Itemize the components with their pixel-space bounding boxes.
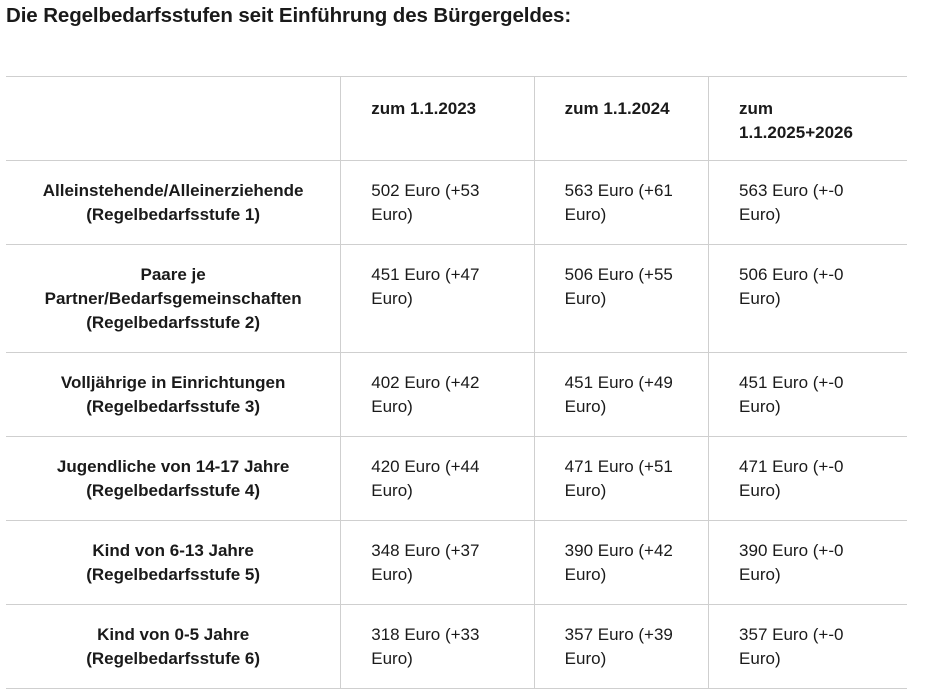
value-text: 471 Euro (+-0 bbox=[739, 457, 844, 476]
value-cell bbox=[341, 605, 534, 689]
value-cell bbox=[534, 353, 708, 437]
value-text: Euro) bbox=[564, 205, 607, 224]
value-text: 390 Euro (+-0 bbox=[739, 541, 844, 560]
row-label-line: Kind von 0-5 Jahre bbox=[97, 625, 250, 644]
value-cell bbox=[341, 353, 534, 437]
value-cell bbox=[341, 521, 534, 605]
value-text: 502 Euro (+53 bbox=[371, 181, 480, 200]
value-text: 357 Euro (+-0 bbox=[739, 625, 844, 644]
value-text: Euro) bbox=[564, 565, 607, 584]
value-cell bbox=[341, 437, 534, 521]
value-cell bbox=[709, 161, 907, 245]
value-text: 390 Euro (+42 bbox=[564, 541, 673, 560]
value-text: Euro) bbox=[371, 649, 413, 668]
row-label-line: Partner/Bedarfsgemeinschaften bbox=[44, 289, 302, 308]
value-cell bbox=[709, 521, 907, 605]
row-label-line: Volljährige in Einrichtungen bbox=[60, 373, 286, 392]
value-text: Euro) bbox=[739, 565, 781, 584]
value-text: Euro) bbox=[371, 205, 413, 224]
row-label-line: Kind von 6-13 Jahre bbox=[92, 541, 254, 560]
value-cell bbox=[534, 605, 708, 689]
header-cell-empty bbox=[6, 77, 341, 161]
value-text: Euro) bbox=[739, 397, 781, 416]
value-text: Euro) bbox=[564, 649, 607, 668]
header-label: zum 1.1.2023 bbox=[371, 99, 477, 118]
value-cell bbox=[534, 437, 708, 521]
value-text: 318 Euro (+33 bbox=[371, 625, 480, 644]
value-text: 471 Euro (+51 bbox=[564, 457, 673, 476]
value-text: 357 Euro (+39 bbox=[564, 625, 673, 644]
row-label-cell bbox=[6, 245, 341, 353]
row-label-line: (Regelbedarfsstufe 5) bbox=[86, 565, 261, 584]
value-text: Euro) bbox=[564, 289, 607, 308]
table-row bbox=[6, 437, 907, 521]
header-cell-2025-2026 bbox=[709, 77, 907, 161]
value-text: 420 Euro (+44 bbox=[371, 457, 480, 476]
value-text: 348 Euro (+37 bbox=[371, 541, 480, 560]
row-label-cell bbox=[6, 353, 341, 437]
value-text: Euro) bbox=[564, 397, 607, 416]
value-cell bbox=[709, 437, 907, 521]
value-text: Euro) bbox=[739, 481, 781, 500]
row-label-line: Alleinstehende/Alleinerziehende bbox=[42, 181, 304, 200]
header-cell-2024 bbox=[534, 77, 708, 161]
table-row bbox=[6, 353, 907, 437]
row-label-line: (Regelbedarfsstufe 3) bbox=[86, 397, 261, 416]
value-text: 402 Euro (+42 bbox=[371, 373, 480, 392]
value-text: 451 Euro (+49 bbox=[564, 373, 673, 392]
table-row bbox=[6, 161, 907, 245]
value-text: 451 Euro (+47 bbox=[371, 265, 480, 284]
value-cell bbox=[709, 605, 907, 689]
value-text: 451 Euro (+-0 bbox=[739, 373, 844, 392]
row-label-cell bbox=[6, 605, 341, 689]
value-text: Euro) bbox=[739, 649, 781, 668]
value-cell bbox=[341, 245, 534, 353]
value-text: Euro) bbox=[739, 205, 781, 224]
value-text: Euro) bbox=[371, 397, 413, 416]
row-label-cell bbox=[6, 161, 341, 245]
row-label-line: (Regelbedarfsstufe 4) bbox=[86, 481, 261, 500]
value-text: 506 Euro (+-0 bbox=[739, 265, 844, 284]
table-row bbox=[6, 605, 907, 689]
value-text: Euro) bbox=[371, 565, 413, 584]
table-row bbox=[6, 245, 907, 353]
header-label: zum 1.1.2024 bbox=[564, 99, 670, 118]
table-header-row bbox=[6, 77, 907, 161]
value-text: 506 Euro (+55 bbox=[564, 265, 673, 284]
header-cell-2023 bbox=[341, 77, 534, 161]
value-text: Euro) bbox=[739, 289, 781, 308]
value-cell bbox=[709, 245, 907, 353]
value-cell bbox=[534, 161, 708, 245]
value-cell bbox=[709, 353, 907, 437]
header-label: zum 1.1.2025+2026 bbox=[739, 99, 853, 142]
value-text: Euro) bbox=[371, 289, 413, 308]
value-text: 563 Euro (+61 bbox=[564, 181, 673, 200]
table-row bbox=[6, 521, 907, 605]
value-cell bbox=[534, 245, 708, 353]
row-label-line: Jugendliche von 14-17 Jahre bbox=[56, 457, 290, 476]
regelbedarf-table bbox=[6, 76, 907, 689]
row-label-line: (Regelbedarfsstufe 1) bbox=[86, 205, 261, 224]
row-label-line: Paare je bbox=[140, 265, 206, 284]
value-cell bbox=[534, 521, 708, 605]
value-cell bbox=[341, 161, 534, 245]
row-label-line: (Regelbedarfsstufe 2) bbox=[86, 313, 261, 332]
row-label-cell bbox=[6, 521, 341, 605]
value-text: Euro) bbox=[371, 481, 413, 500]
row-label-cell bbox=[6, 437, 341, 521]
value-text: Euro) bbox=[564, 481, 607, 500]
row-label-line: (Regelbedarfsstufe 6) bbox=[86, 649, 261, 668]
page-title: Die Regelbedarfsstufen seit Einführung des Bürgergeldes: bbox=[6, 4, 572, 27]
value-text: 563 Euro (+-0 bbox=[739, 181, 844, 200]
